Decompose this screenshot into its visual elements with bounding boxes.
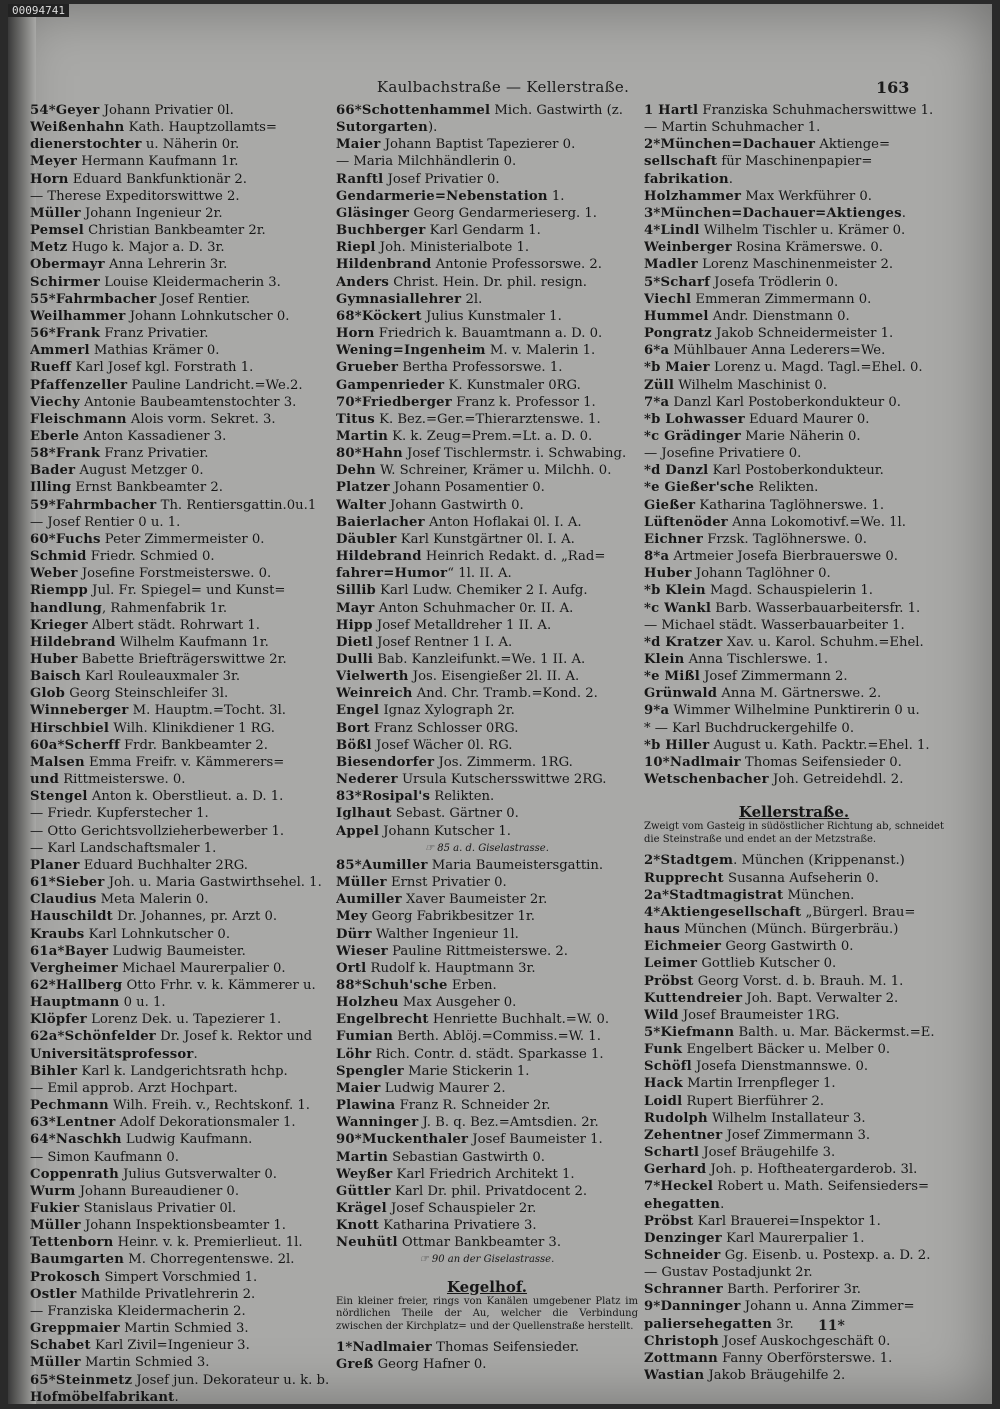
- directory-entry: Riepl Joh. Ministerialbote 1.: [336, 240, 530, 256]
- directory-entry: Dürr Walther Ingenieur 1l.: [336, 926, 519, 942]
- directory-entry: 2*Stadtgem. München (Krippenanst.): [644, 853, 905, 869]
- directory-entry: — Josef Rentier 0 u. 1.: [30, 514, 181, 530]
- directory-entry: Leimer Gottlieb Kutscher 0.: [644, 956, 837, 972]
- directory-entry: *b Klein Magd. Schauspielerin 1.: [644, 583, 873, 599]
- directory-entry: — Gustav Postadjunkt 2r.: [644, 1265, 813, 1281]
- directory-entry: Müller Johann Ingenieur 2r.: [30, 205, 223, 221]
- directory-entry: Spengler Marie Stickerin 1.: [336, 1063, 530, 1079]
- directory-entry: 61*Sieber Joh. u. Maria Gastwirthsehel. 1.: [30, 875, 322, 891]
- directory-entry: 88*Schuh'sche Erben.: [336, 977, 497, 993]
- directory-entry: Platzer Johann Posamentier 0.: [336, 480, 545, 496]
- directory-entry: Hildebrand Wilhelm Kaufmann 1r.: [30, 634, 269, 650]
- directory-entry: Fleischmann Alois vorm. Sekret. 3.: [30, 411, 276, 427]
- directory-entry: Wastian Jakob Bräugehilfe 2.: [644, 1368, 846, 1384]
- directory-entry: Wild Josef Braumeister 1RG.: [644, 1007, 840, 1023]
- directory-entry: — Emil approb. Arzt Hochpart.: [30, 1080, 238, 1096]
- directory-entry: Holzhammer Max Werkführer 0.: [644, 188, 872, 204]
- directory-entry: Horn Eduard Bankfunktionär 2.: [30, 171, 247, 187]
- directory-entry: Biesendorfer Jos. Zimmerm. 1RG.: [336, 754, 573, 770]
- directory-entry: Knott Katharina Privatiere 3.: [336, 1218, 537, 1234]
- right-entries-b: [644, 852, 944, 1384]
- directory-entry: Pongratz Jakob Schneidermeister 1.: [644, 326, 894, 342]
- directory-entry: 65*Steinmetz Josef jun. Dekorateur u. k. b.: [30, 1372, 330, 1388]
- directory-entry: 61a*Bayer Ludwig Baumeister.: [30, 943, 246, 959]
- middle-entries-c: [336, 1339, 638, 1373]
- directory-entry: — Josefine Privatiere 0.: [644, 446, 802, 462]
- directory-entry: *b Lohwasser Eduard Maurer 0.: [644, 411, 870, 427]
- directory-entry: Ranftl Josef Privatier 0.: [336, 171, 500, 187]
- directory-entry: Grünwald Anna M. Gärtnerswe. 2.: [644, 686, 882, 702]
- directory-entry: Christoph Josef Auskochgeschäft 0.: [644, 1333, 891, 1349]
- directory-entry: Hack Martin Irrenpfleger 1.: [644, 1076, 836, 1092]
- directory-entry: Neuhütl Ottmar Bankbeamter 3.: [336, 1235, 562, 1251]
- directory-entry: 54*Geyer Johann Privatier 0l.: [30, 103, 234, 118]
- street-description: Ein kleiner freier, rings von Kanälen umgebener Platz im nördlichen Theile der Au, welcher die Verbindung zwischen der Kirchplatz= und der Quellenstraße herstellt.: [336, 1295, 638, 1332]
- directory-entry: Fukier Stanislaus Privatier 0l.: [30, 1201, 237, 1216]
- directory-entry: Universitätsprofessor.: [30, 1046, 198, 1062]
- directory-entry: Hildebrand Heinrich Redakt. d. „Rad=: [336, 549, 606, 565]
- directory-entry: 64*Naschkh Ludwig Kaufmann.: [30, 1132, 253, 1148]
- directory-entry: *c Grädinger Marie Näherin 0.: [644, 428, 861, 444]
- directory-entry: *b Maier Lorenz u. Magd. Tagl.=Ehel. 0.: [644, 360, 923, 376]
- directory-entry: Baisch Karl Rouleauxmaler 3r.: [30, 669, 241, 685]
- directory-entry: Klöpfer Lorenz Dek. u. Tapezierer 1.: [30, 1012, 282, 1028]
- directory-entry: Weißenhahn Kath. Hauptzollamts=: [30, 120, 277, 136]
- directory-entry: Däubler Karl Kunstgärtner 0l. I. A.: [336, 531, 575, 547]
- directory-entry: Engelbrecht Henriette Buchhalt.=W. 0.: [336, 1012, 610, 1028]
- running-head: Kaulbachstraße — Kellerstraße.: [376, 78, 630, 96]
- directory-entry: Madler Lorenz Maschinenmeister 2.: [644, 257, 894, 273]
- directory-entry: Obermayr Anna Lehrerin 3r.: [30, 257, 228, 273]
- directory-entry: Sillib Karl Ludw. Chemiker 2 I. Aufg.: [336, 583, 588, 599]
- column-left: [30, 102, 332, 1406]
- directory-entry: Greß Georg Hafner 0.: [336, 1357, 487, 1373]
- directory-entry: 4*Aktiengesellschaft „Bürgerl. Brau=: [644, 904, 916, 920]
- directory-entry: Güttler Karl Dr. phil. Privatdocent 2.: [336, 1183, 588, 1199]
- directory-entry: 3*München=Dachauer=Aktienges.: [644, 205, 906, 221]
- directory-entry: 9*a Wimmer Wilhelmine Punktirerin 0 u.: [644, 703, 920, 719]
- directory-entry: Walter Johann Gastwirth 0.: [336, 497, 524, 513]
- signature-mark: 11*: [818, 1318, 845, 1334]
- directory-entry: Eberle Anton Kassadiener 3.: [30, 428, 227, 444]
- directory-entry: 68*Köckert Julius Kunstmaler 1.: [336, 308, 562, 324]
- directory-entry: Wieser Pauline Rittmeisterswe. 2.: [336, 943, 568, 959]
- directory-entry: Riempp Jul. Fr. Spiegel= und Kunst=: [30, 583, 286, 599]
- directory-entry: handlung, Rahmenfabrik 1r.: [30, 600, 228, 616]
- directory-entry: Zehentner Josef Zimmermann 3.: [644, 1127, 871, 1143]
- directory-entry: Viechy Antonie Baubeamtenstochter 3.: [30, 394, 297, 410]
- directory-entry: 2*München=Dachauer Aktienge=: [644, 137, 890, 153]
- directory-entry: Tettenborn Heinr. v. k. Premierlieut. 1l.: [30, 1235, 303, 1251]
- directory-entry: Nederer Ursula Kutschersswittwe 2RG.: [336, 772, 607, 788]
- directory-entry: Weinberger Rosina Krämerswe. 0.: [644, 240, 883, 256]
- directory-entry: 63*Lentner Adolf Dekorationsmaler 1.: [30, 1115, 296, 1131]
- directory-entry: Weyßer Karl Friedrich Architekt 1.: [336, 1166, 575, 1182]
- directory-entry: Gläsinger Georg Gendarmerieserg. 1.: [336, 205, 597, 221]
- directory-entry: *c Wankl Barb. Wasserbauarbeitersfr. 1.: [644, 600, 921, 616]
- directory-entry: 1 Hartl Franziska Schuhmacherswittwe 1.: [644, 103, 934, 118]
- directory-entry: Weber Josefine Forstmeisterswe. 0.: [30, 566, 272, 582]
- directory-entry: Müller Johann Inspektionsbeamter 1.: [30, 1218, 286, 1234]
- directory-entry: Schöfl Josefa Dienstmannswe. 0.: [644, 1059, 869, 1075]
- directory-entry: Hildenbrand Antonie Professorswe. 2.: [336, 257, 602, 273]
- directory-entry: 60*Fuchs Peter Zimmermeister 0.: [30, 531, 265, 547]
- directory-entry: Pechmann Wilh. Freih. v., Rechtskonf. 1.: [30, 1098, 310, 1114]
- directory-entry: Coppenrath Julius Gutsverwalter 0.: [30, 1166, 277, 1182]
- directory-entry: Wetschenbacher Joh. Getreidehdl. 2.: [644, 772, 904, 788]
- directory-entry: Rupprecht Susanna Aufseherin 0.: [644, 870, 879, 886]
- section-heading-kellerstrasse: Kellerstraße.: [738, 803, 850, 822]
- directory-entry: Hauschildt Dr. Johannes, pr. Arzt 0.: [30, 909, 278, 925]
- directory-entry: Hirschbiel Wilh. Klinikdiener 1 RG.: [30, 720, 275, 736]
- directory-entry: Lüftenöder Anna Lokomotivf.=We. 1l.: [644, 514, 906, 530]
- scan-id-tag: 00094741: [8, 4, 69, 17]
- directory-entry: 60a*Scherff Frdr. Bankbeamter 2.: [30, 737, 268, 753]
- directory-entry: 4*Lindl Wilhelm Tischler u. Krämer 0.: [644, 223, 906, 239]
- directory-entry: Mey Georg Fabrikbesitzer 1r.: [336, 909, 535, 925]
- directory-entry: 85*Aumiller Maria Baumeistersgattin.: [336, 857, 604, 873]
- directory-entry: 9*Danninger Johann u. Anna Zimmer=: [644, 1299, 915, 1315]
- directory-entry: Hauptmann 0 u. 1.: [30, 995, 166, 1011]
- directory-entry: *b Hiller August u. Kath. Packtr.=Ehel. 1.: [644, 737, 930, 753]
- directory-entry: *d Danzl Karl Postoberkondukteur.: [644, 463, 884, 479]
- directory-entry: 7*Heckel Robert u. Math. Seifensieders=: [644, 1179, 930, 1195]
- directory-entry: Weilhammer Johann Lohnkutscher 0.: [30, 308, 290, 324]
- directory-entry: und Rittmeisterswe. 0.: [30, 772, 186, 788]
- directory-entry: Gerhard Joh. p. Hoftheatergarderob. 3l.: [644, 1162, 918, 1178]
- directory-entry: * — Karl Buchdruckergehilfe 0.: [644, 720, 855, 736]
- page-number: 163: [876, 78, 910, 97]
- directory-entry: Gießer Katharina Taglöhnerswe. 1.: [644, 497, 885, 513]
- directory-entry: Wanninger J. B. q. Bez.=Amtsdien. 2r.: [336, 1115, 599, 1131]
- directory-entry: ehegatten.: [644, 1196, 725, 1212]
- directory-entry: Bort Franz Schlosser 0RG.: [336, 720, 519, 736]
- directory-entry: Wurm Johann Bureaudiener 0.: [30, 1183, 240, 1199]
- directory-entry: Baumgarten M. Chorregentenswe. 2l.: [30, 1252, 295, 1268]
- directory-entry: Engel Ignaz Xylograph 2r.: [336, 703, 515, 719]
- directory-entry: Pröbst Karl Brauerei=Inspektor 1.: [644, 1213, 881, 1229]
- directory-entry: Loidl Rupert Bierführer 2.: [644, 1093, 825, 1109]
- directory-entry: — Therese Expeditorswittwe 2.: [30, 188, 240, 204]
- directory-entry: Kraubs Karl Lohnkutscher 0.: [30, 926, 231, 942]
- directory-entry: Anders Christ. Hein. Dr. phil. resign.: [336, 274, 587, 290]
- directory-entry: — Karl Landschaftsmaler 1.: [30, 840, 217, 856]
- directory-entry: Maier Johann Baptist Tapezierer 0.: [336, 137, 576, 153]
- directory-entry: Metz Hugo k. Major a. D. 3r.: [30, 240, 225, 256]
- directory-entry: — Otto Gerichtsvollzieherbewerber 1.: [30, 823, 285, 839]
- directory-entry: *d Kratzer Xav. u. Karol. Schuhm.=Ehel.: [644, 634, 924, 650]
- directory-entry: 5*Kiefmann Balth. u. Mar. Bäckermst.=E.: [644, 1024, 935, 1040]
- section-heading-kegelhof: Kegelhof.: [446, 1277, 528, 1296]
- cross-reference-note: ☞ 85 a. d. Giselastrasse.: [425, 842, 549, 854]
- directory-entry: Wening=Ingenheim M. v. Malerin 1.: [336, 343, 596, 359]
- directory-entry: Müller Martin Schmied 3.: [30, 1355, 210, 1371]
- column-middle: [336, 102, 638, 1374]
- directory-entry: Müller Ernst Privatier 0.: [336, 875, 507, 891]
- directory-entry: 58*Frank Franz Privatier.: [30, 446, 209, 462]
- directory-entry: sellschaft für Maschinenpapier=: [644, 154, 873, 170]
- directory-entry: Ortl Rudolf k. Hauptmann 3r.: [336, 960, 536, 976]
- directory-entry: Dietl Josef Rentner 1 I. A.: [336, 634, 513, 650]
- directory-entry: Titus K. Bez.=Ger.=Thierarztenswe. 1.: [336, 411, 601, 427]
- directory-entry: Maier Ludwig Maurer 2.: [336, 1080, 506, 1096]
- directory-entry: Illing Ernst Bankbeamter 2.: [30, 480, 223, 496]
- directory-entry: Denzinger Karl Maurerpalier 1.: [644, 1230, 865, 1246]
- directory-entry: 7*a Danzl Karl Postoberkondukteur 0.: [644, 394, 901, 410]
- directory-entry: — Franziska Kleidermacherin 2.: [30, 1303, 246, 1319]
- directory-entry: Schirmer Louise Kleidermacherin 3.: [30, 274, 281, 290]
- directory-entry: Meyer Hermann Kaufmann 1r.: [30, 154, 239, 170]
- directory-entry: — Friedr. Kupferstecher 1.: [30, 806, 209, 822]
- street-description: Zweigt vom Gasteig in südöstlicher Richtung ab, schneidet die Steinstraße und endet an der Metzstraße.: [644, 821, 944, 845]
- directory-entry: Eichmeier Georg Gastwirth 0.: [644, 939, 854, 955]
- directory-entry: Hofmöbelfabrikant.: [30, 1389, 179, 1405]
- directory-entry: Hipp Josef Metalldreher 1 II. A.: [336, 617, 552, 633]
- directory-entry: Schabet Karl Zivil=Ingenieur 3.: [30, 1338, 250, 1354]
- directory-entry: — Maria Milchhändlerin 0.: [336, 154, 517, 170]
- middle-entries-a: [336, 102, 638, 840]
- directory-entry: Pemsel Christian Bankbeamter 2r.: [30, 223, 266, 239]
- directory-entry: paliersehegatten 3r.: [644, 1316, 794, 1332]
- directory-entry: Gampenrieder K. Kunstmaler 0RG.: [336, 377, 581, 393]
- directory-entry: Holzheu Max Ausgeher 0.: [336, 995, 517, 1011]
- directory-entry: Krieger Albert städt. Rohrwart 1.: [30, 617, 261, 633]
- directory-entry: Buchberger Karl Gendarm 1.: [336, 223, 541, 239]
- directory-entry: Schmid Friedr. Schmied 0.: [30, 549, 215, 565]
- directory-entry: Dulli Bab. Kanzleifunkt.=We. 1 II. A.: [336, 652, 586, 667]
- directory-entry: Appel Johann Kutscher 1.: [336, 823, 511, 839]
- directory-entry: Huber Babette Briefträgerswittwe 2r.: [30, 652, 287, 667]
- directory-entry: — Simon Kaufmann 0.: [30, 1149, 179, 1165]
- directory-entry: 90*Muckenthaler Josef Baumeister 1.: [336, 1132, 603, 1148]
- directory-entry: Stengel Anton k. Oberstlieut. a. D. 1.: [30, 789, 284, 805]
- directory-entry: Martin K. k. Zeug=Prem.=Lt. a. D. 0.: [336, 428, 593, 444]
- directory-entry: Horn Friedrich k. Bauamtmann a. D. 0.: [336, 326, 603, 342]
- directory-entry: Zottmann Fanny Oberförsterswe. 1.: [644, 1350, 893, 1366]
- directory-entry: Martin Sebastian Gastwirth 0.: [336, 1149, 545, 1165]
- directory-entry: *e Mißl Josef Zimmermann 2.: [644, 669, 848, 685]
- directory-entry: Bader August Metzger 0.: [30, 463, 204, 479]
- directory-entry: Baierlacher Anton Hoflakai 0l. I. A.: [336, 514, 582, 530]
- middle-entries-b: [336, 857, 638, 1252]
- directory-entry: 62a*Schönfelder Dr. Josef k. Rektor und: [30, 1029, 313, 1045]
- directory-entry: 6*a Mühlbauer Anna Lederers=We.: [644, 343, 886, 359]
- directory-entry: Pfaffenzeller Pauline Landricht.=We.2.: [30, 377, 303, 393]
- directory-entry: Planer Eduard Buchhalter 2RG.: [30, 857, 248, 873]
- directory-entry: 55*Fahrmbacher Josef Rentier.: [30, 291, 251, 307]
- directory-entry: — Martin Schuhmacher 1.: [644, 120, 821, 136]
- directory-entry: Huber Johann Taglöhner 0.: [644, 566, 831, 582]
- directory-entry: Vergheimer Michael Maurerpalier 0.: [30, 960, 286, 976]
- directory-entry: 10*Nadlmair Thomas Seifensieder 0.: [644, 754, 902, 770]
- directory-entry: Weinreich And. Chr. Tramb.=Kond. 2.: [336, 686, 598, 702]
- directory-entry: Ostler Mathilde Privatlehrerin 2.: [30, 1286, 256, 1302]
- directory-entry: Greppmaier Martin Schmied 3.: [30, 1321, 249, 1337]
- directory-entry: 66*Schottenhammel Mich. Gastwirth (z.: [336, 103, 623, 118]
- directory-entry: 59*Fahrmbacher Th. Rentiersgattin.0u.1: [30, 497, 317, 513]
- directory-entry: Ammerl Mathias Krämer 0.: [30, 343, 220, 359]
- directory-entry: Funk Engelbert Bäcker u. Melber 0.: [644, 1042, 891, 1058]
- directory-entry: Fumian Berth. Ablöj.=Commiss.=W. 1.: [336, 1029, 601, 1045]
- directory-entry: Viechl Emmeran Zimmermann 0.: [644, 291, 872, 307]
- directory-entry: 8*a Artmeier Josefa Bierbrauerswe 0.: [644, 549, 898, 565]
- directory-entry: 80*Hahn Josef Tischlermstr. i. Schwabing.: [336, 446, 627, 462]
- directory-entry: Rueff Karl Josef kgl. Forstrath 1.: [30, 360, 254, 376]
- directory-entry: fahrer=Humor“ 1l. II. A.: [336, 566, 512, 582]
- directory-entry: Aumiller Xaver Baumeister 2r.: [336, 892, 548, 908]
- directory-entry: Pröbst Georg Vorst. d. b. Brauh. M. 1.: [644, 973, 904, 989]
- directory-entry: 2a*Stadtmagistrat München.: [644, 887, 855, 903]
- directory-entry: 5*Scharf Josefa Trödlerin 0.: [644, 274, 839, 290]
- directory-entry: Krägel Josef Schauspieler 2r.: [336, 1201, 537, 1216]
- directory-entry: Kuttendreier Joh. Bapt. Verwalter 2.: [644, 990, 899, 1006]
- column-right: [644, 102, 944, 1384]
- directory-entry: Schranner Barth. Perforirer 3r.: [644, 1282, 861, 1298]
- directory-entry: Gendarmerie=Nebenstation 1.: [336, 188, 565, 204]
- directory-entry: Mayr Anton Schuhmacher 0r. II. A.: [336, 600, 574, 616]
- directory-entry: Löhr Rich. Contr. d. städt. Sparkasse 1.: [336, 1046, 604, 1062]
- directory-entry: Iglhaut Sebast. Gärtner 0.: [336, 806, 519, 822]
- directory-entry: Schneider Gg. Eisenb. u. Postexp. a. D. 2.: [644, 1248, 931, 1263]
- directory-page: [8, 4, 992, 1404]
- directory-entry: Bihler Karl k. Landgerichtsrath hchp.: [30, 1063, 288, 1079]
- directory-entry: Grueber Bertha Professorswe. 1.: [336, 360, 563, 376]
- directory-entry: 1*Nadlmaier Thomas Seifensieder.: [336, 1340, 580, 1356]
- directory-entry: Winneberger M. Hauptm.=Tocht. 3l.: [30, 703, 286, 719]
- directory-entry: — Michael städt. Wasserbauarbeiter 1.: [644, 617, 905, 633]
- directory-entry: 83*Rosipal's Relikten.: [336, 789, 495, 805]
- directory-entry: *e Gießer'sche Relikten.: [644, 480, 819, 496]
- directory-entry: Glob Georg Steinschleifer 3l.: [30, 686, 229, 702]
- directory-entry: Vielwerth Jos. Eisengießer 2l. II. A.: [336, 669, 580, 685]
- directory-entry: Hummel Andr. Dienstmann 0.: [644, 308, 850, 324]
- directory-entry: Claudius Meta Malerin 0.: [30, 892, 209, 908]
- directory-entry: Rudolph Wilhelm Installateur 3.: [644, 1110, 866, 1126]
- directory-entry: Bößl Josef Wächer 0l. RG.: [336, 737, 513, 753]
- directory-entry: 56*Frank Franz Privatier.: [30, 326, 209, 342]
- directory-entry: dienerstochter u. Näherin 0r.: [30, 137, 240, 153]
- directory-entry: Klein Anna Tischlerswe. 1.: [644, 652, 829, 667]
- directory-entry: Sutorgarten).: [336, 120, 438, 136]
- directory-entry: Malsen Emma Freifr. v. Kämmerers=: [30, 754, 285, 770]
- cross-reference-note: ☞ 90 an der Giselastrasse.: [419, 1254, 555, 1266]
- right-entries-a: [644, 102, 944, 788]
- directory-entry: fabrikation.: [644, 171, 733, 187]
- directory-entry: haus München (Münch. Bürgerbräu.): [644, 922, 899, 938]
- directory-entry: Dehn W. Schreiner, Krämer u. Milchh. 0.: [336, 463, 612, 479]
- directory-entry: Züll Wilhelm Maschinist 0.: [644, 377, 827, 393]
- directory-entry: Gymnasiallehrer 2l.: [336, 291, 483, 307]
- directory-entry: 70*Friedberger Franz k. Professor 1.: [336, 394, 596, 410]
- directory-entry: Schartl Josef Bräugehilfe 3.: [644, 1145, 836, 1161]
- directory-entry: Prokosch Simpert Vorschmied 1.: [30, 1269, 258, 1285]
- directory-entry: Eichner Frzsk. Taglöhnerswe. 0.: [644, 531, 867, 547]
- directory-entry: Plawina Franz R. Schneider 2r.: [336, 1098, 551, 1114]
- directory-entry: 62*Hallberg Otto Frhr. v. k. Kämmerer u.: [30, 977, 316, 993]
